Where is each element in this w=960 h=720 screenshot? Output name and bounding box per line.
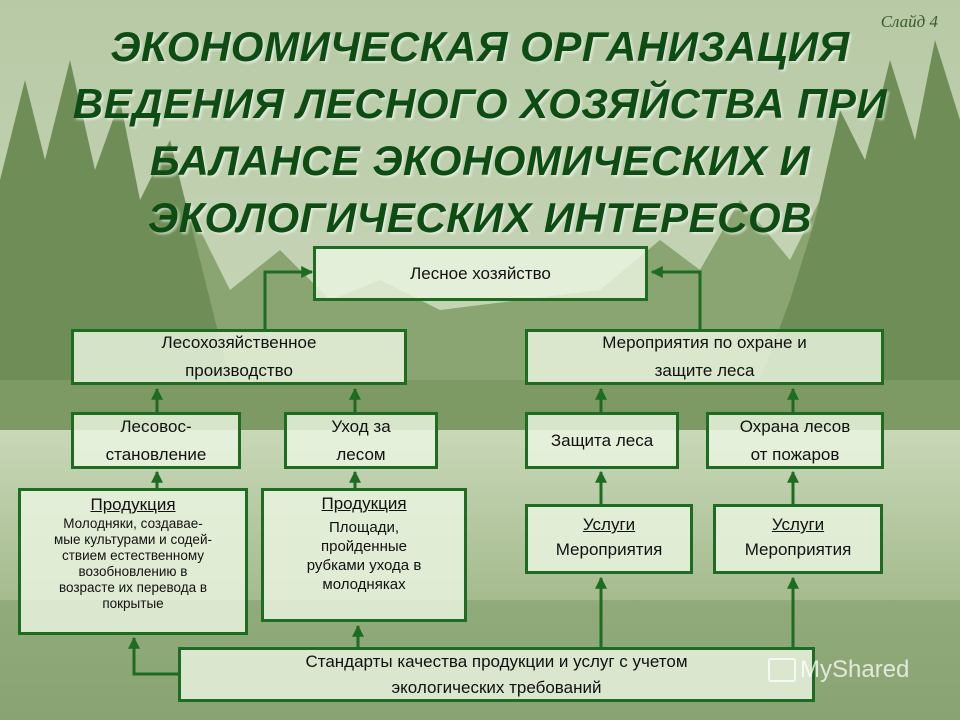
forest-care-label: лесом bbox=[336, 444, 386, 464]
watermark-text: MyShared bbox=[800, 656, 910, 683]
product-text-line: возрасте их перевода в bbox=[58, 580, 208, 595]
product-text-line: возобновлению в bbox=[78, 564, 188, 579]
root-box bbox=[313, 246, 648, 301]
product-box-care bbox=[261, 488, 467, 622]
product-box-reforestation bbox=[18, 488, 248, 635]
product-text-line: рубками ухода в bbox=[306, 557, 422, 574]
forestry-production-box bbox=[71, 329, 407, 385]
arrow-right-to-root bbox=[652, 272, 700, 330]
service-header: Услуги bbox=[771, 515, 825, 534]
service-box-protection bbox=[525, 504, 693, 574]
reforestation-box bbox=[71, 412, 241, 469]
fire-protection-box bbox=[706, 412, 884, 469]
forest-care-label: Уход за bbox=[331, 416, 391, 436]
reforestation-label: становление bbox=[105, 444, 207, 464]
fire-protection-label: от пожаров bbox=[750, 444, 840, 464]
product-text-line: покрытые bbox=[102, 596, 164, 611]
title-line: ЭКОЛОГИЧЕСКИХ ИНТЕРЕСОВ bbox=[148, 194, 812, 241]
protection-measures-box bbox=[525, 329, 884, 385]
service-box-fire bbox=[713, 504, 883, 574]
fire-protection-label: Охрана лесов bbox=[739, 416, 851, 436]
title-line: ВЕДЕНИЯ ЛЕСНОГО ХОЗЯЙСТВА ПРИ bbox=[72, 80, 888, 127]
product-header: Продукция bbox=[90, 495, 176, 514]
presentation-icon bbox=[768, 658, 796, 682]
slide-title bbox=[30, 18, 930, 246]
quality-standards-label: экологических требований bbox=[391, 677, 602, 697]
title-line: БАЛАНСЕ ЭКОНОМИЧЕСКИХ И bbox=[149, 137, 811, 184]
product-text-line: молодняках bbox=[322, 576, 406, 593]
product-header: Продукция bbox=[321, 494, 407, 513]
protection-measures-label: защите леса bbox=[654, 361, 755, 380]
watermark bbox=[768, 656, 909, 684]
product-text-line: мые культурами и содей- bbox=[54, 532, 212, 547]
protection-measures-label: Мероприятия по охране и bbox=[602, 333, 807, 352]
arrow-left-to-root bbox=[265, 272, 312, 330]
forest-protection-box bbox=[525, 412, 679, 469]
service-text: Мероприятия bbox=[555, 540, 663, 559]
product-text-line: Площади, bbox=[328, 519, 400, 536]
forestry-production-label: Лесохозяйственное bbox=[161, 333, 317, 352]
root-label: Лесное хозяйство bbox=[410, 263, 551, 283]
product-text-line: пройденные bbox=[321, 538, 407, 555]
forest-care-box bbox=[284, 412, 438, 469]
service-text: Мероприятия bbox=[744, 540, 852, 559]
service-header: Услуги bbox=[582, 515, 636, 534]
forest-protection-label: Защита леса bbox=[550, 430, 654, 450]
quality-standards-label: Стандарты качества продукции и услуг с учетом bbox=[305, 651, 688, 671]
slide-number: Слайд 4 bbox=[880, 12, 938, 31]
arrow-standards-to-product1 bbox=[134, 638, 180, 674]
product-text-line: Молодняки, создавае- bbox=[63, 516, 203, 531]
forestry-production-label: производство bbox=[185, 361, 293, 380]
reforestation-label: Лесовос- bbox=[120, 416, 192, 436]
title-line: ЭКОНОМИЧЕСКАЯ ОРГАНИЗАЦИЯ bbox=[110, 23, 850, 70]
quality-standards-box bbox=[178, 647, 815, 702]
product-text-line: ствием естественному bbox=[61, 548, 205, 563]
